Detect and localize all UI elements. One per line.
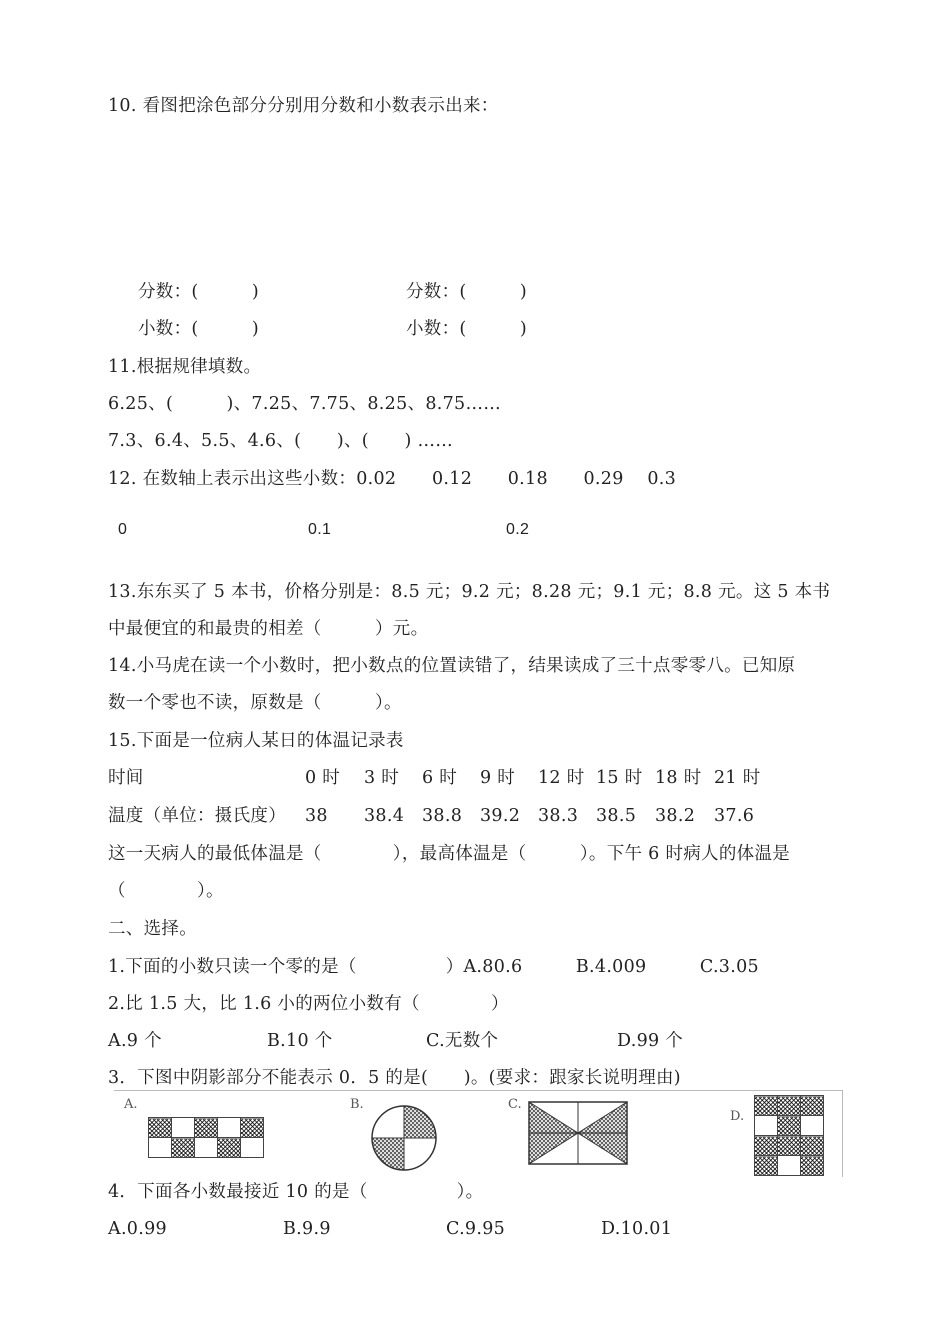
temp-cell: 38 — [305, 806, 328, 826]
time-cell: 12 时 — [538, 768, 585, 788]
time-cell: 6 时 — [422, 768, 458, 788]
q11-title: 11.根据规律填数。 — [108, 357, 262, 377]
q10-fraction-right: 分数：( ) — [406, 282, 528, 302]
temp-cell: 38.5 — [596, 806, 637, 826]
figure-label-c: C. — [508, 1097, 522, 1112]
choice-4-option-b: B.9.9 — [283, 1219, 331, 1239]
temp-cell: 39.2 — [480, 806, 521, 826]
choice-2-option-c: C.无数个 — [426, 1031, 499, 1051]
choice-2-option-d: D.99 个 — [617, 1031, 684, 1051]
temp-cell: 38.2 — [655, 806, 696, 826]
temp-cell: 38.8 — [422, 806, 463, 826]
time-row-label: 时间 — [108, 768, 144, 788]
choice-4-option-d: D.10.01 — [601, 1219, 673, 1239]
time-cell: 18 时 — [655, 768, 702, 788]
temp-row-label: 温度（单位：摄氏度） — [108, 806, 286, 826]
time-cell: 15 时 — [596, 768, 643, 788]
temp-cell: 37.6 — [714, 806, 755, 826]
q10-decimal-right: 小数：( ) — [406, 319, 528, 339]
choice-3: 3．下图中阴影部分不能表示 0．5 的是( )。(要求：跟家长说明理由) — [108, 1068, 681, 1088]
q10-decimal-left: 小数：( ) — [138, 319, 260, 339]
figure-d-grid — [754, 1095, 824, 1176]
axis-label-0-2: 0.2 — [506, 521, 530, 538]
temp-cell: 38.4 — [364, 806, 405, 826]
choice-1: 1.下面的小数只读一个零的是（ ）A.80.6 B.4.009 C.3.05 — [108, 957, 759, 977]
q12-title: 12. 在数轴上表示出这些小数：0.02 0.12 0.18 0.29 0.3 — [108, 469, 677, 489]
figure-a-grid — [148, 1117, 264, 1158]
q14-line-1: 14.小马虎在读一个小数时，把小数点的位置读错了，结果读成了三十点零零八。已知原 — [108, 656, 796, 676]
choice-2-option-a: A.9 个 — [108, 1031, 162, 1051]
choice-3-figure-panel — [114, 1090, 843, 1177]
temp-cell: 38.3 — [538, 806, 579, 826]
figure-label-a: A. — [124, 1097, 138, 1112]
q11-sequence-1: 6.25、( )、7.25、7.75、8.25、8.75…… — [108, 394, 502, 414]
q13-line-1: 13.东东买了 5 本书，价格分别是：8.5 元；9.2 元；8.28 元；9.1 元；8.8 元。这 5 本书 — [108, 582, 831, 602]
figure-c-rectangle — [528, 1101, 628, 1165]
q10-fraction-left: 分数：( ) — [138, 282, 260, 302]
figure-label-b: B. — [350, 1097, 364, 1112]
axis-label-0-1: 0.1 — [308, 521, 332, 538]
figure-b-circle — [369, 1103, 439, 1173]
choice-4-option-c: C.9.95 — [446, 1219, 506, 1239]
time-cell: 9 时 — [480, 768, 516, 788]
figure-label-d: D. — [730, 1109, 745, 1124]
q15-line-1: 这一天病人的最低体温是（ ），最高体温是（ ）。下午 6 时病人的体温是 — [108, 844, 791, 864]
time-cell: 0 时 — [305, 768, 341, 788]
time-cell: 21 时 — [714, 768, 761, 788]
q11-sequence-2: 7.3、6.4、5.5、4.6、( )、( ) …… — [108, 431, 454, 451]
choice-2: 2.比 1.5 大，比 1.6 小的两位小数有（ ） — [108, 994, 509, 1014]
choice-4: 4．下面各小数最接近 10 的是（ ）。 — [108, 1182, 484, 1202]
q10-title: 10. 看图把涂色部分分别用分数和小数表示出来： — [108, 96, 499, 116]
time-cell: 3 时 — [364, 768, 400, 788]
q15-title: 15.下面是一位病人某日的体温记录表 — [108, 731, 404, 751]
axis-label-0: 0 — [118, 521, 128, 538]
choice-2-option-b: B.10 个 — [267, 1031, 333, 1051]
choice-4-option-a: A.0.99 — [108, 1219, 167, 1239]
q13-line-2: 中最便宜的和最贵的相差（ ）元。 — [108, 619, 429, 639]
q14-line-2: 数一个零也不读，原数是（ ）。 — [108, 693, 402, 713]
section-2-title: 二、选择。 — [108, 919, 197, 939]
q15-line-2: （ ）。 — [108, 881, 224, 901]
